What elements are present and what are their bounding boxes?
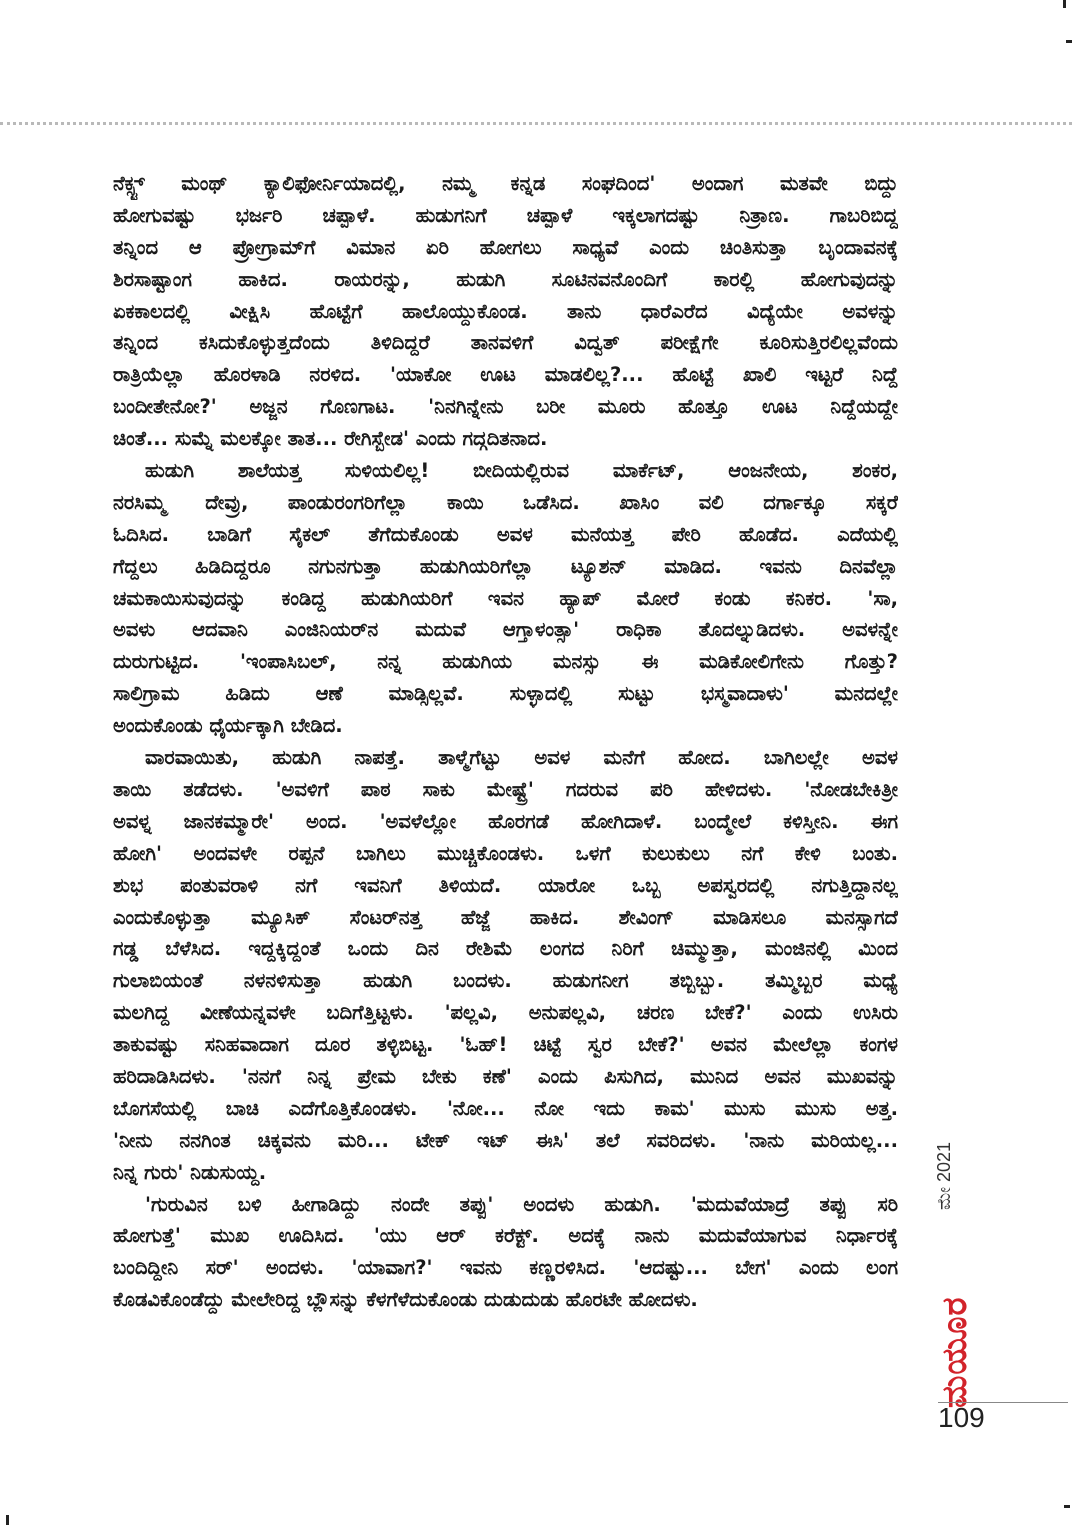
text-line: ಗುಲಾಬಿಯಂತೆ ನಳನಳಿಸುತ್ತಾ ಹುಡುಗಿ ಬಂದಳು. ಹುಡುಗನೀಗ ತಬ್ಬಿಬ್ಬು. ತಮ್ಮಿಬ್ಬರ ಮಧ್ಯೆ [113,969,898,993]
text-line: ಹರಿದಾಡಿಸಿದಳು. 'ನನಗೆ ನಿನ್ನ ಪ್ರೇಮ ಬೇಕು ಕಣೆ' ಎಂದು ಪಿಸುಗಿದ, ಮುನಿದ ಅವನ ಮುಖವನ್ನು [113,1064,898,1088]
crop-mark-bottom-left [6,1515,9,1525]
text-line: ತನ್ನಿಂದ ಕಸಿದುಕೊಳ್ಳುತ್ತದೆಂದು ತಿಳಿದಿದ್ದರೆ ತಾನವಳಿಗೆ ವಿದ್ವತ್ ಪರೀಕ್ಷೆಗೇ ಕೂರಿಸುತ್ತಿರಲಿಲ್ಲವೆಂದು [113,331,898,355]
text-line: ಹೋಗಿ' ಅಂದವಳೇ ರಪ್ಪನೆ ಬಾಗಿಲು ಮುಚ್ಚಿಕೊಂಡಳು. ಒಳಗೆ ಕುಲುಕುಲು ನಗೆ ಕೇಳಿ ಬಂತು. [113,841,898,865]
text-line: ಬಂದಿದ್ದೀನಿ ಸರ್' ಅಂದಳು. 'ಯಾವಾಗ?' ಇವನು ಕಣ್ಣರಳಿಸಿದ. 'ಆದಷ್ಟು... ಬೇಗ' ಎಂದು ಲಂಗ [113,1256,898,1280]
text-line: ಹುಡುಗಿ ಶಾಲೆಯತ್ತ ಸುಳಿಯಲಿಲ್ಲ! ಬೀದಿಯಲ್ಲಿರುವ ಮಾರ್ಕೆಟ್, ಆಂಜನೇಯ, ಶಂಕರ, [145,459,898,483]
text-line: ನೆಕ್ಸ್ಟ್ ಮಂಥ್ ಕ್ಯಾಲಿಫೋರ್ನಿಯಾದಲ್ಲಿ, ನಮ್ಮ ಕನ್ನಡ ಸಂಘದಿಂದ' ಅಂದಾಗ ಮತವೇ ಬಿದ್ದು [113,172,898,195]
text-line: ಶುಭ ಪಂತುವರಾಳಿ ನಗೆ ಇವನಿಗೆ ತಿಳಿಯದೆ. ಯಾರೋ ಒಬ್ಬ ಅಪಸ್ವರದಲ್ಲಿ ನಗುತ್ತಿದ್ದಾನಲ್ಲ [113,873,898,897]
text-line: ಹೋಗುವಷ್ಟು ಭರ್ಜರಿ ಚಪ್ಪಾಳೆ. ಹುಡುಗನಿಗೆ ಚಪ್ಪಾಳೆ ಇಕ್ಕಲಾಗದಷ್ಟು ನಿತ್ರಾಣ. ಗಾಬರಿಬಿದ್ದ [113,203,898,227]
text-line: ಅಂದುಕೊಂಡು ಧೈರ್ಯಕ್ಕಾಗಿ ಬೇಡಿದ. [113,714,343,738]
text-line: ಏಕಕಾಲದಲ್ಲಿ ವೀಕ್ಷಿಸಿ ಹೊಟ್ಟೆಗೆ ಹಾಲೊಯ್ದುಕೊಂಡ. ತಾನು ಧಾರೆಎರೆದ ವಿದ್ಯೆಯೇ ಅವಳನ್ನು [113,299,898,323]
text-line: 'ನೀನು ನನಗಿಂತ ಚಿಕ್ಕವನು ಮರಿ... ಟೇಕ್ ಇಟ್ ಈಸಿ' ತಲೆ ಸವರಿದಳು. 'ನಾನು ಮರಿಯಲ್ಲ... [113,1128,898,1152]
text-line: ಬೊಗಸೆಯಲ್ಲಿ ಬಾಚಿ ಎದೆಗೊತ್ತಿಕೊಂಡಳು. 'ನೋ... ನೋ ಇದು ಕಾಮ' ಮುಸು ಮುಸು ಅತ್ತ. [113,1096,898,1120]
text-line: ಎಂದುಕೊಳ್ಳುತ್ತಾ ಮ್ಯೂಸಿಕ್ ಸೆಂಟರ್‌ನತ್ತ ಹೆಜ್ಜೆ ಹಾಕಿದ. ಶೇವಿಂಗ್ ಮಾಡಿಸಲೂ ಮನಸ್ಸಾಗದೆ [113,905,898,929]
text-line: ಸಾಲಿಗ್ರಾಮ ಹಿಡಿದು ಆಣೆ ಮಾಡ್ಸಿಲ್ಲವೆ. ಸುಳ್ಳಾದಲ್ಲಿ ಸುಟ್ಟು ಭಸ್ಮವಾದಾಳು' ಮನದಲ್ಲೇ [113,682,898,706]
text-line: ಬಂದೀತೇನೋ?' ಅಜ್ಜನ ಗೊಣಗಾಟ. 'ನಿನಗಿನ್ನೇನು ಬರೀ ಮೂರು ಹೊತ್ತೂ ಊಟ ನಿದ್ದೆಯದ್ದೇ [113,395,898,419]
text-line: ರಾತ್ರಿಯೆಲ್ಲಾ ಹೊರಳಾಡಿ ನರಳಿದ. 'ಯಾಕೋ ಊಟ ಮಾಡಲಿಲ್ಲ?... ಹೊಟ್ಟೆ ಖಾಲಿ ಇಟ್ಟರೆ ನಿದ್ದೆ [113,363,898,387]
paragraph [113,168,898,455]
text-line: ತಾಯಿ ತಡೆದಳು. 'ಅವಳಿಗೆ ಪಾಠ ಸಾಕು ಮೇಷ್ಟ್ರೆ' ಗದರುವ ಪರಿ ಹೇಳಿದಳು. 'ನೋಡಬೇಕಿತ್ರೀ [113,777,898,801]
text-line: ನರಸಿಮ್ಮ ದೇವ್ರು, ಪಾಂಡುರಂಗರಿಗೆಲ್ಲಾ ಕಾಯಿ ಒಡೆಸಿದ. ಖಾಸಿಂ ವಲಿ ದರ್ಗಾಕ್ಕೂ ಸಕ್ಕರೆ [113,490,898,514]
text-line: ಅವಳ್ನ ಜಾನಕಮ್ಮಾರೇ' ಅಂದ. 'ಅವಳೆಲ್ಲೋ ಹೊರಗಡೆ ಹೋಗಿದಾಳೆ. ಬಂದ್ಮೇಲೆ ಕಳಿಸ್ತೀನಿ. ಈಗ [113,809,898,833]
text-line: ನಿನ್ನ ಗುರು' ನಿಡುಸುಯ್ದ. [113,1160,267,1184]
page-number: 109 [938,1402,985,1433]
text-line: ಮಲಗಿದ್ದ ವೀಣೆಯನ್ನವಳೇ ಬದಿಗೆತ್ತಿಟ್ಟಳು. 'ಪಲ್ಲವಿ, ಅನುಪಲ್ಲವಿ, ಚರಣ ಬೇಕೆ?' ಎಂದು ಉಸಿರು [113,1001,898,1025]
text-line: ತನ್ನಿಂದ ಆ ಪ್ರೋಗ್ರಾಮ್‌ಗೆ ವಿಮಾನ ಏರಿ ಹೋಗಲು ಸಾಧ್ಯವೆ ಎಂದು ಚಿಂತಿಸುತ್ತಾ ಬೃಂದಾವನಕ್ಕೆ [113,235,898,259]
text-line: ಓದಿಸಿದ. ಬಾಡಿಗೆ ಸೈಕಲ್ ತೆಗೆದುಕೊಂಡು ಅವಳ ಮನೆಯತ್ತ ಪೇರಿ ಹೊಡೆದ. ಎದೆಯಲ್ಲಿ [113,522,898,546]
text-line: ವಾರವಾಯಿತು, ಹುಡುಗಿ ನಾಪತ್ತೆ. ತಾಳ್ಮೆಗೆಟ್ಟು ಅವಳ ಮನೆಗೆ ಹೋದ. ಬಾಗಿಲಲ್ಲೇ ಅವಳ [145,746,898,770]
article-body [113,168,898,1316]
text-line: ಅವಳು ಆದವಾನಿ ಎಂಜಿನಿಯರ್‌ನ ಮದುವೆ ಆಗ್ತಾಳಂತ್ಸಾ' ರಾಧಿಕಾ ತೊದಲ್ನುಡಿದಳು. ಅವಳನ್ನೇ [113,618,898,642]
crop-mark-top [1063,0,1066,8]
paragraph [113,1189,898,1317]
text-line: ಹೋಗುತ್ತೆ' ಮುಖ ಊದಿಸಿದ. 'ಯು ಆರ್ ಕರೆಕ್ಟ್. ಅದಕ್ಕೆ ನಾನು ಮದುವೆಯಾಗುವ ನಿರ್ಧಾರಕ್ಕೆ [113,1224,898,1248]
text-line: ಗೆದ್ದಲು ಹಿಡಿದಿದ್ದರೂ ನಗುನಗುತ್ತಾ ಹುಡುಗಿಯರಿಗೆಲ್ಲಾ ಟ್ಯೂಶನ್ ಮಾಡಿದ. ಇವನು ದಿನವೆಲ್ಲಾ [113,554,898,578]
text-line: ಶಿರಸಾಷ್ಟಾಂಗ ಹಾಕಿದ. ರಾಯರನ್ನು, ಹುಡುಗಿ ಸೂಟಿನವನೊಂದಿಗೆ ಕಾರಲ್ಲಿ ಹೋಗುವುದನ್ನು [113,267,898,291]
text-line: ಗಡ್ಡ ಬೆಳೆಸಿದ. ಇದ್ದಕ್ಕಿದ್ದಂತೆ ಒಂದು ದಿನ ರೇಶಿಮೆ ಲಂಗದ ನಿರಿಗೆ ಚಿಮ್ಮುತ್ತಾ, ಮಂಜಿನಲ್ಲಿ ಮಿಂದ [113,937,898,961]
magazine-logo: ಮಯೂರ [935,1296,975,1408]
header-dotted-rule [0,122,1072,125]
crop-mark-bottom-right [1064,1505,1070,1508]
text-line: ಚಮಕಾಯಿಸುವುದನ್ನು ಕಂಡಿದ್ದ ಹುಡುಗಿಯರಿಗೆ ಇವನ ಹ್ಯಾಪ್ ಮೋರೆ ಕಂಡು ಕನಿಕರ. 'ಸಾ, [113,586,898,610]
crop-mark-top-right [1066,40,1072,43]
text-line: ಕೊಡವಿಕೊಂಡೆದ್ದು ಮೇಲೇರಿದ್ದ ಬ್ಲೌಸನ್ನು ಕೆಳಗೆಳೆದುಕೊಂಡು ದುಡುದುಡು ಹೊರಟೇ ಹೋದಳು. [113,1288,698,1312]
text-line: ದುರುಗುಟ್ಟಿದ. 'ಇಂಪಾಸಿಬಲ್, ನನ್ನ ಹುಡುಗಿಯ ಮನಸ್ಸು ಈ ಮಡಿಕೋಲಿಗೇನು ಗೊತ್ತು? [113,650,898,674]
text-line: ತಾಕುವಷ್ಟು ಸನಿಹವಾದಾಗ ದೂರ ತಳ್ಳಿಬಿಟ್ಟ. 'ಓಹ್! ಚಿಟ್ಟೆ ಸ್ವರ ಬೇಕೆ?' ಅವನ ಮೇಲೆಲ್ಲಾ ಕಂಗಳ [113,1033,898,1057]
paragraph [113,742,898,1188]
text-line: 'ಗುರುವಿನ ಬಳಿ ಹೀಗಾಡಿದ್ದು ನಂದೇ ತಪ್ಪು' ಅಂದಳು ಹುಡುಗಿ. 'ಮದುವೆಯಾದ್ರೆ ತಪ್ಪು ಸರಿ [145,1192,898,1216]
issue-month: ಮೇ 2021 [934,1141,954,1210]
paragraph [113,455,898,742]
text-line: ಚಿಂತೆ... ಸುಮ್ನೆ ಮಲಕ್ಕೋ ತಾತ... ರೇಗಿಸ್ಬೇಡ' ಎಂದು ಗದ್ಗದಿತನಾದ. [113,427,548,451]
